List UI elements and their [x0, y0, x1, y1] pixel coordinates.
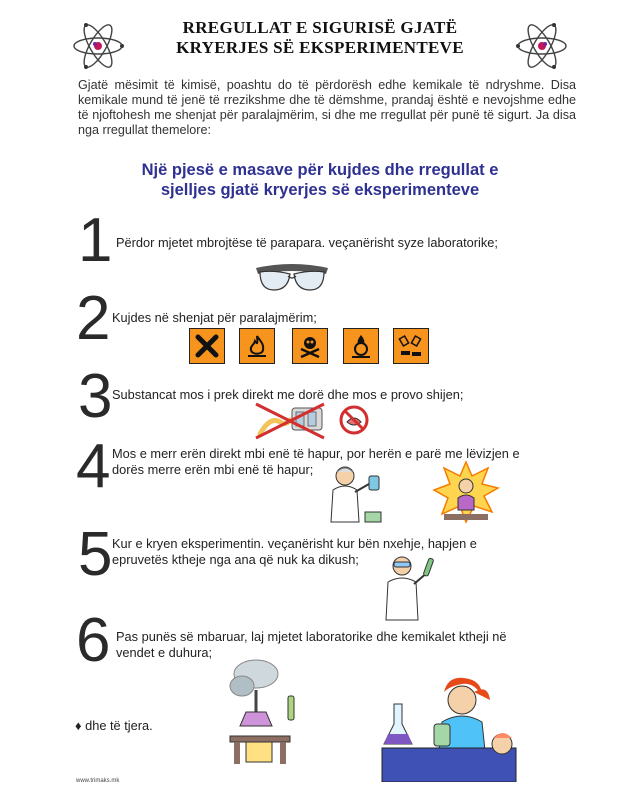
atom-icon-right	[514, 18, 570, 74]
subtitle-line-1: Një pjesë e masave për kujdes dhe rregullat e	[141, 161, 499, 179]
rule-text-3: Substancat mos i prek direkt me dorë dhe mos e provo shijen;	[112, 387, 464, 402]
toxic-hazard-icon	[292, 328, 328, 364]
rule-text-5-line-1: Kur e kryen eksperimentin. veçanërisht kur bën nxehje, hapjen e	[112, 536, 477, 551]
messy-lab-illustration	[216, 656, 306, 766]
footer-url: www.trimaks.mk	[76, 778, 120, 784]
title-line-1: RREGULLAT E SIGURISË GJATË	[182, 18, 458, 37]
intro-paragraph: Gjatë mësimit të kimisë, poashtu do të përdorësh edhe kemikale të ndryshme. Disa kemikale mund të jenë të rrezikshme dhe të dëmshme, prandaj është e nevojshme edhe të njoftohesh me shenjat për paralajmërim, si dhe me rregullat për punë të sigurt. Ja disa nga rregullat themelore:	[78, 78, 576, 137]
rule-text-2: Kujdes në shenjat për paralajmërim;	[112, 310, 317, 325]
oxidizing-hazard-icon	[343, 328, 379, 364]
rule-text-6-line-2: vendet e duhura;	[116, 645, 213, 660]
title-line-2: KRYERJES SË EKSPERIMENTEVE	[176, 38, 464, 57]
page-title	[120, 18, 520, 58]
etc-note: ♦ dhe të tjera.	[75, 718, 153, 733]
scientist-smelling-illustration	[325, 462, 389, 526]
rule-number-3: 3	[78, 362, 113, 431]
atom-icon-left	[70, 18, 126, 74]
rule-text-4-line-1: Mos e merr erën direkt mbi enë të hapur, por herën e parë me lëvizjen e	[112, 446, 520, 461]
rule-text-5-line-2: epruvetës ktheje nga ana që nuk ka dikush;	[112, 552, 359, 567]
rule-number-2: 2	[76, 284, 111, 353]
rule-text-6-line-1: Pas punës së mbaruar, laj mjetet laboratorike dhe kemikalet ktheji në	[116, 629, 507, 644]
rule-number-4: 4	[76, 432, 111, 501]
scientist-test-tube-illustration	[378, 552, 438, 622]
rule-number-1: 1	[78, 206, 113, 275]
rule-text-1: Përdor mjetet mbrojtëse të parapara. veçanërisht syze laboratorike;	[116, 235, 498, 250]
rule-number-5: 5	[78, 520, 113, 589]
flammable-hazard-icon	[239, 328, 275, 364]
rule-number-6: 6	[76, 606, 111, 675]
subtitle-line-2: sjelljes gjatë kryerjes së eksperimenteve	[160, 181, 480, 199]
girl-experiment-illustration	[378, 674, 526, 782]
rule-text-4-line-2: dorës merre erën mbi enë të hapur;	[112, 462, 314, 477]
no-touch-illustration	[250, 400, 330, 440]
harmful-hazard-icon	[189, 328, 225, 364]
safety-goggles-icon	[252, 258, 332, 298]
no-tasting-icon	[338, 404, 370, 436]
corrosive-hazard-icon	[393, 328, 429, 364]
section-subtitle	[80, 160, 560, 200]
explosion-accident-illustration	[432, 460, 500, 526]
